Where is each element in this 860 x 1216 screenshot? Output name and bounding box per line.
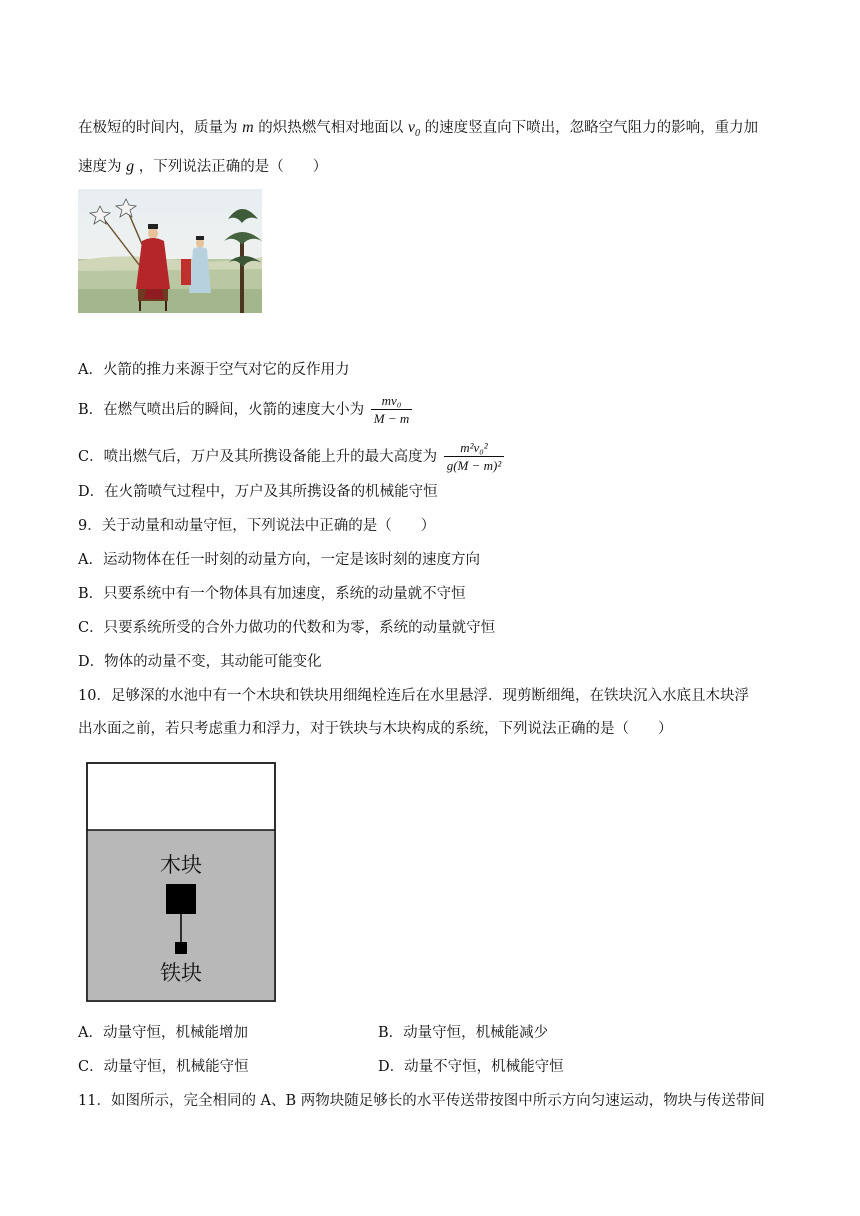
q8-stem-line1: 在极短的时间内，质量为 m 的炽热燃气相对地面以 $v_0$ 的速度竖直向下喷出，忽略空气阻力的影响，重力加 — [78, 119, 759, 140]
q10-stem-line1: 10．足够深的水池中有一个木块和铁块用细绳栓连后在水里悬浮．现剪断细绳，在铁块沉入水底且木块浮 — [78, 688, 749, 704]
q8-option-b-fraction: $\frac{\text{mv₀}}{M - m}$ — [371, 393, 413, 427]
q8-option-b: B．在燃气喷出后的瞬间，火箭的速度大小为 $\frac{\text{mv₀}}{M - m}$ — [78, 393, 412, 427]
q11-stem-line1: 11．如图所示，完全相同的 A、B 两物块随足够长的水平传送带按图中所示方向匀速运动，物块与传送带间 — [78, 1093, 765, 1109]
q10-stem-line2: 出水面之前，若只考虑重力和浮力，对于铁块与木块构成的系统，下列说法正确的是（ ） — [78, 721, 673, 737]
q8-option-a: A．火箭的推力来源于空气对它的反作用力 — [78, 362, 350, 378]
var-v0: $v_0$ — [407, 119, 420, 140]
wood-block — [166, 884, 196, 914]
q10-option-a: A．动量守恒，机械能增加 — [78, 1025, 248, 1041]
wood-label: 木块 — [160, 853, 202, 877]
q8-option-d: D．在火箭喷气过程中，万户及其所携设备的机械能守恒 — [78, 484, 438, 500]
q9-option-c: C．只要系统所受的合外力做功的代数和为零，系统的动量就守恒 — [78, 620, 496, 636]
var-g: g — [126, 158, 135, 175]
q10-option-c: C．动量守恒，机械能守恒 — [78, 1059, 249, 1075]
iron-block — [175, 942, 187, 954]
q8-option-c: C．喷出燃气后，万户及其所携设备能上升的最大高度为 $\frac{\text{m²v₀²}}{\text{g(M − m)²}}$ — [78, 440, 504, 474]
var-m: m — [242, 119, 254, 136]
q9-stem: 9．关于动量和动量守恒，下列说法中正确的是（ ） — [78, 518, 436, 534]
q8-stem-line2: 速度为 g ，下列说法正确的是（ ） — [78, 158, 328, 175]
water-tank-diagram — [86, 762, 276, 1002]
q9-option-d: D．物体的动量不变，其动能可能变化 — [78, 654, 322, 670]
q10-option-b: B．动量守恒，机械能减少 — [378, 1025, 549, 1041]
q10-option-d: D．动量不守恒，机械能守恒 — [378, 1059, 564, 1075]
iron-label: 铁块 — [160, 961, 202, 985]
q9-option-b: B．只要系统中有一个物体具有加速度，系统的动量就不守恒 — [78, 586, 466, 602]
wanhu-illustration — [78, 189, 262, 313]
q8-option-c-fraction: $\frac{\text{m²v₀²}}{\text{g(M − m)²}}$ — [444, 440, 505, 474]
q9-option-a: A．运动物体在任一时刻的动量方向，一定是该时刻的速度方向 — [78, 552, 480, 568]
